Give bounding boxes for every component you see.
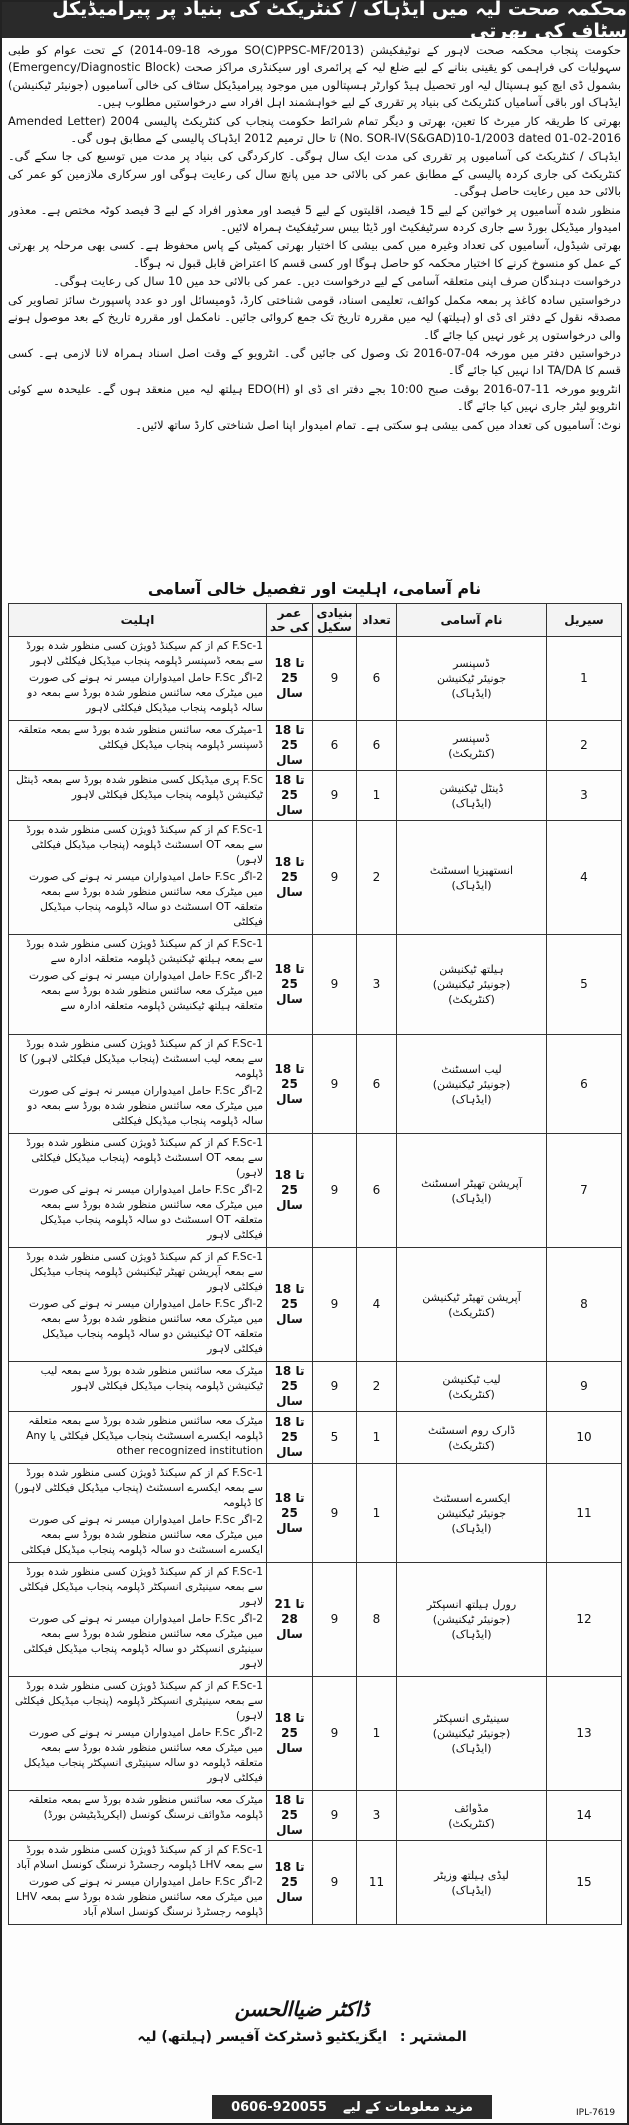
scale-cell: 9 xyxy=(313,1248,357,1362)
post-cell xyxy=(397,1563,547,1677)
count-cell: 3 xyxy=(357,935,397,1035)
qualification-line: 2-اگر F.Sc حامل امیدواران میسر نہ ہونے کی صورت میں میٹرک معہ سائنس منظور شدہ بورڈ سے بمعہ ایکسرے اسسٹنٹ دو سالہ ڈپلومہ پنجاب میڈیکل فیکلٹی xyxy=(21,1514,263,1556)
intro-paragraph: درخواست دہندگان صرف اپنی متعلقہ آسامی کے لیے درخواست دیں۔ عمر کی بالائی حد میں 10 سال کی رعایت ہوگی۔ xyxy=(53,274,621,289)
table-row xyxy=(9,721,622,771)
post-name-line: (جونیئر ٹیکنیشن) xyxy=(432,1727,511,1740)
qualification-cell xyxy=(9,1248,267,1362)
qualification-line: 2-اگر F.Sc حامل امیدواران میسر نہ ہونے کی صورت میں میٹرک معہ سائنس منظور شدہ بورڈ سے بمعہ دو سالہ ڈپلومہ پنجاب میڈیکل فیکلٹی xyxy=(27,1085,263,1127)
serial-cell: 15 xyxy=(547,1841,622,1925)
scale-cell: 9 xyxy=(313,935,357,1035)
table-row xyxy=(9,637,622,721)
post-name-line: ہیلتھ ٹیکنیشن xyxy=(439,963,504,976)
serial-cell: 10 xyxy=(547,1412,622,1464)
post-name-line: (ایڈہاک) xyxy=(451,1742,492,1755)
post-name-line: آپریشن تھیٹر ٹیکنیشن xyxy=(422,1290,521,1304)
qualification-cell xyxy=(9,1362,267,1412)
qualification-cell xyxy=(9,1791,267,1841)
scale-cell: 9 xyxy=(313,1563,357,1677)
ad-title: محکمہ صحت لیہ میں ایڈہاک / کنٹریکٹ کی بنیاد پر پیرامیڈیکل سٹاف کی بھرتی xyxy=(2,2,627,38)
post-name-line: (کنٹریکٹ) xyxy=(448,1438,495,1452)
serial-cell: 1 xyxy=(547,637,622,721)
age-limit: 25 سال xyxy=(276,1430,303,1459)
qualification-line: 2-اگر F.Sc حامل امیدواران میسر نہ ہونے کی صورت میں میٹرک معہ سائنس منظور شدہ بورڈ سے بمعہ متعلقہ OT اسسٹنٹ دو سالہ ڈپلومہ پنجاب میڈیکل فیکلٹی xyxy=(28,871,263,928)
qualification-cell xyxy=(9,1677,267,1791)
scale-cell: 6 xyxy=(313,721,357,771)
qualification-line: F.Sc-1 کم از کم سیکنڈ ڈویژن کسی منظور شدہ بورڈ سے بمعہ LHV ڈپلومہ رجسٹرڈ نرسنگ کونسل اسلام آباد xyxy=(16,1844,263,1871)
age-cell xyxy=(267,935,313,1035)
post-name-line: رورل ہیلتھ انسپکٹر xyxy=(426,1598,517,1611)
qualification-line: F.Sc-1 کم از کم سیکنڈ ڈویژن کسی منظور شدہ بورڈ سے بمعہ سینیٹری انسپکٹر ڈپلومہ پنجاب میڈیکل فیکلٹی لاہور xyxy=(19,1566,263,1608)
age-limit: 18 تا xyxy=(274,1415,305,1429)
count-cell: 2 xyxy=(357,821,397,935)
age-cell xyxy=(267,1134,313,1248)
post-cell xyxy=(397,1791,547,1841)
serial-cell: 7 xyxy=(547,1134,622,1248)
post-name-line: (جونیئر ٹیکنیشن) xyxy=(432,978,511,991)
post-cell xyxy=(397,821,547,935)
age-limit: 25 سال xyxy=(276,671,303,700)
post-name-line: ڈارک روم اسسٹنٹ xyxy=(427,1423,516,1437)
age-limit: 25 سال xyxy=(276,1505,303,1535)
table-row xyxy=(9,1412,622,1464)
table-row xyxy=(9,1362,622,1412)
post-cell xyxy=(397,1248,547,1362)
intro-paragraph: بھرتی کا طریقہ کار میرٹ کا تعین، بھرتی و دیگر تمام شرائط حکومت پنجاب کی کنٹریکٹ پالیسی 2004 (Amended Letter No. SOR-IV(S&GAD)10-1/2003 dated 01-02-2016) تا حال ترمیم 2012 ایڈہاک پالیسی کے مطابق ہوں گی۔ xyxy=(8,113,621,146)
age-cell xyxy=(267,1677,313,1791)
age-limit: 28 سال xyxy=(276,1612,303,1641)
age-limit: 18 تا xyxy=(274,962,305,976)
count-cell: 8 xyxy=(357,1563,397,1677)
signature-block xyxy=(22,1997,582,2045)
post-name-line: (ایڈہاک) xyxy=(451,687,492,700)
post-name-line: (ایڈہاک) xyxy=(451,1883,492,1897)
age-limit: 25 سال xyxy=(276,1808,303,1837)
qualification-line: میٹرک معہ سائنس منظور شدہ بورڈ سے بمعہ متعلقہ ڈپلومہ ایکسرے اسسٹنٹ پنجاب میڈیکل فیکلٹی یا Any other recognized institution xyxy=(26,1415,263,1457)
qualification-cell xyxy=(9,1841,267,1925)
age-limit: 25 سال xyxy=(276,1297,303,1326)
post-name-line: لیب اسسٹنٹ xyxy=(441,1062,502,1076)
contact-bar xyxy=(212,2095,492,2119)
post-name-line: ڈسپنسر xyxy=(453,731,490,745)
table-row xyxy=(9,1248,622,1362)
age-limit: 18 تا xyxy=(274,773,305,787)
count-cell: 3 xyxy=(357,1791,397,1841)
intro-paragraph: درخواستیں سادہ کاغذ پر بمعہ مکمل کوائف، تعلیمی اسناد، قومی شناختی کارڈ، ڈومیسائل اور دو عدد پاسپورٹ سائز تصاویر کی مصدقہ نقول کے دفتر ای ڈی او (ہیلتھ) لیہ میں مقررہ تاریخ تک جمع کروائی جائیں۔ نامکمل اور مقررہ تاریخ کے بعد موصول ہونے والی درخواستوں پر غور نہیں کیا جائے گا۔ xyxy=(8,292,621,342)
intro-paragraph: منظور شدہ آسامیوں پر خواتین کے لیے 15 فیصد، اقلیتوں کے لیے 5 فیصد اور معذور افراد کے لیے 3 فیصد کوٹہ مختص ہے۔ معذور امیدوار میڈیکل بورڈ سے جاری کردہ سرٹیفکیٹ اور ڈیٹا بیس سرٹیفکیٹ ہمراہ لائیں۔ xyxy=(8,202,621,235)
signatory-name: ڈاکٹر ضیاالحسن xyxy=(234,1997,370,2021)
post-cell xyxy=(397,1677,547,1791)
qualification-line: 2-اگر F.Sc حامل امیدواران میسر نہ ہونے کی صورت میں میٹرک معہ سائنس منظور شدہ بورڈ سے بمعہ LHV ڈپلومہ رجسٹرڈ نرسنگ کونسل اسلام آباد xyxy=(15,1876,263,1918)
table-header-row xyxy=(9,604,622,637)
scale-cell: 9 xyxy=(313,821,357,935)
post-cell xyxy=(397,721,547,771)
age-limit: 25 سال xyxy=(276,1379,303,1408)
table-title: نام آسامی، اہلیت اور تفصیل خالی آسامی xyxy=(147,578,482,598)
qualification-line: F.Sc-1 کم از کم سیکنڈ ڈویژن کسی منظور شدہ بورڈ سے بمعہ ڈسپنسر ڈپلومہ پنجاب میڈیکل فیکلٹی لاہور xyxy=(26,640,263,667)
scale-cell: 9 xyxy=(313,1677,357,1791)
serial-cell: 14 xyxy=(547,1791,622,1841)
age-cell xyxy=(267,1035,313,1134)
age-limit: 25 سال xyxy=(276,1076,303,1106)
col-header-scale: بنیادی سکیل xyxy=(313,604,357,637)
col-header-age: عمر کی حد xyxy=(267,604,313,637)
post-name-line: ڈسپنسر xyxy=(453,657,490,670)
table-row xyxy=(9,1563,622,1677)
table-row xyxy=(9,1134,622,1248)
serial-cell: 2 xyxy=(547,721,622,771)
intro-paragraph: نوٹ: آسامیوں کی تعداد میں کمی بیشی ہو سکتی ہے۔ تمام امیدوار اپنا اصل شناختی کارڈ ساتھ لائیں۔ xyxy=(135,417,621,432)
age-limit: 18 تا xyxy=(274,855,305,869)
post-cell xyxy=(397,1134,547,1248)
scale-cell: 9 xyxy=(313,771,357,821)
qualification-line: F.Sc-1 کم از کم سیکنڈ ڈویژن کسی منظور شدہ بورڈ سے بمعہ لیب اسسٹنٹ (پنجاب میڈیکل فیکلٹی لاہور) کا ڈپلومہ xyxy=(19,1038,263,1080)
count-cell: 1 xyxy=(357,1464,397,1563)
qualification-line: F.Sc-1 کم از کم سیکنڈ ڈویژن کسی منظور شدہ بورڈ سے بمعہ آپریشن تھیٹر ٹیکنیشن ڈپلومہ پنجاب میڈیکل فیکلٹی لاہور xyxy=(26,1251,263,1293)
post-name-line: (کنٹریکٹ) xyxy=(448,1387,495,1401)
scale-cell: 9 xyxy=(313,1134,357,1248)
age-limit: 18 تا xyxy=(274,1168,305,1182)
post-name-line: سینیٹری انسپکٹر xyxy=(433,1712,510,1725)
table-row xyxy=(9,771,622,821)
age-cell xyxy=(267,637,313,721)
intro-paragraph: حکومت پنجاب محکمہ صحت لاہور کے نوٹیفکیشن (SO(C)PPSC-MF/2013 مورخہ 18-09-2014) کے تحت عوام کو طبی سہولیات کی فراہمی کو یقینی بنانے کے لیے ضلع لیہ کے پرائمری اور سیکنڈری مراکز صحت (Emergency/Diagnostic Block) بشمول ڈی ایچ کیو ہسپتال لیہ اور تحصیل ہیڈ کوارٹر ہسپتالوں میں موجود پیرامیڈیکل سٹاف کی خالی آسامیوں (جونیئر ٹیکنیشن) ایڈہاک اور باقی آسامیاں کنٹریکٹ کی بنیاد پر تقرری کے لیے خواہشمند اہل افراد سے درخواستیں مطلوب ہیں۔ xyxy=(8,43,621,110)
qualification-line: 2-اگر F.Sc حامل امیدواران میسر نہ ہونے کی صورت میں میٹرک معہ سائنس منظور شدہ بورڈ سے بمعہ دو سالہ ڈپلومہ پنجاب میڈیکل فیکلٹی لاہور xyxy=(27,672,263,714)
serial-cell: 9 xyxy=(547,1362,622,1412)
post-name-line: (کنٹریکٹ) xyxy=(448,993,495,1006)
count-cell: 6 xyxy=(357,721,397,771)
count-cell: 6 xyxy=(357,637,397,721)
col-header-count: تعداد xyxy=(357,604,397,637)
age-cell xyxy=(267,1412,313,1464)
post-name-line: انستھیزیا اسسٹنٹ xyxy=(429,863,514,877)
qualification-cell xyxy=(9,1035,267,1134)
serial-cell: 4 xyxy=(547,821,622,935)
post-name-line: مڈوائف xyxy=(454,1801,489,1815)
age-limit: 18 تا xyxy=(274,656,305,670)
post-name-line: (ایڈہاک) xyxy=(451,796,492,810)
post-name-line: (کنٹریکٹ) xyxy=(448,1305,495,1319)
scale-cell: 9 xyxy=(313,1841,357,1925)
age-limit: 18 تا xyxy=(274,1282,305,1296)
scale-cell: 9 xyxy=(313,1362,357,1412)
post-name-line: (جونیئر ٹیکنیشن) xyxy=(432,1613,511,1626)
contact-phone: 0606-920055 xyxy=(231,2099,327,2115)
serial-cell: 6 xyxy=(547,1035,622,1134)
table-row xyxy=(9,1791,622,1841)
scale-cell: 9 xyxy=(313,1035,357,1134)
qualification-line: 2-اگر F.Sc حامل امیدواران میسر نہ ہونے کی صورت میں میٹرک معہ سائنس منظور شدہ بورڈ سے بمعہ متعلقہ ڈپلومہ دو سالہ سینیٹری انسپکٹر پنجاب میڈیکل فیکلٹی لاہور xyxy=(23,1727,263,1784)
post-cell xyxy=(397,1412,547,1464)
age-limit: 18 تا xyxy=(274,1793,305,1807)
qualification-line: 2-اگر F.Sc حامل امیدواران میسر نہ ہونے کی صورت میں میٹرک معہ سائنس منظور شدہ بورڈ سے بمعہ متعلقہ OT ٹیکنیشن دو سالہ ڈپلومہ پنجاب میڈیکل فیکلٹی لاہور xyxy=(28,1298,263,1355)
intro-paragraph: انٹرویو مورخہ 11-07-2016 بوقت صبح 10:00 بجے دفتر ای ڈی او (EDO(H ہیلتھ لیہ میں منعقد ہوں گے۔ علیحدہ سے کوئی انٹرویو لیٹر جاری نہیں کیا جائے گا۔ xyxy=(8,381,621,414)
count-cell: 1 xyxy=(357,1677,397,1791)
serial-cell: 5 xyxy=(547,935,622,1035)
age-cell xyxy=(267,1791,313,1841)
qualification-line: F.Sc-1 کم از کم سیکنڈ ڈویژن کسی منظور شدہ بورڈ سے بمعہ OT اسسٹنٹ ڈپلومہ (پنجاب میڈیکل فیکلٹی لاہور) xyxy=(26,824,263,866)
post-cell xyxy=(397,1035,547,1134)
qualification-cell xyxy=(9,721,267,771)
intro-paragraph: درخواستیں دفتر میں مورخہ 04-07-2016 تک وصول کی جائیں گی۔ انٹرویو کے وقت اصل اسناد ہمراہ لانا لازمی ہے۔ کسی قسم کا TA/DA ادا نہیں کیا جائے گا۔ xyxy=(8,345,621,378)
post-name-line: (جونیئر ٹیکنیشن) xyxy=(432,1077,511,1091)
qualification-cell xyxy=(9,1134,267,1248)
col-header-post: نام آسامی xyxy=(397,604,547,637)
serial-cell: 12 xyxy=(547,1563,622,1677)
serial-cell: 8 xyxy=(547,1248,622,1362)
age-cell xyxy=(267,1464,313,1563)
age-limit: 25 سال xyxy=(276,1726,303,1755)
intro-text xyxy=(8,42,621,570)
qualification-line: F.Sc-1 کم از کم سیکنڈ ڈویژن کسی منظور شدہ بورڈ سے بمعہ OT اسسٹنٹ ڈپلومہ (پنجاب میڈیکل فیکلٹی لاہور) xyxy=(26,1137,263,1179)
scale-cell: 5 xyxy=(313,1412,357,1464)
post-cell xyxy=(397,1362,547,1412)
age-limit: 18 تا xyxy=(274,723,305,737)
qualification-line: میٹرک معہ سائنس منظور شدہ بورڈ سے بمعہ متعلقہ ڈپلومہ مڈوائف نرسنگ کونسل (ایکریڈیٹیشن بورڈ) xyxy=(28,1794,263,1821)
col-header-qualification: اہلیت xyxy=(9,604,267,637)
count-cell: 6 xyxy=(357,1134,397,1248)
count-cell: 1 xyxy=(357,1412,397,1464)
age-limit: 21 تا xyxy=(274,1597,305,1611)
qualification-cell xyxy=(9,1412,267,1464)
table-row xyxy=(9,1841,622,1925)
table-row xyxy=(9,1464,622,1563)
age-limit: 25 سال xyxy=(276,977,303,1006)
qualification-line: F.Sc-1 کم از کم سیکنڈ ڈویژن کسی منظور شدہ بورڈ سے بمعہ ایکسرے اسسٹنٹ (پنجاب میڈیکل فیکلٹی لاہور) کا ڈپلومہ xyxy=(14,1467,263,1509)
post-name-line: لیڈی ہیلتھ وزیٹر xyxy=(434,1868,509,1882)
qualification-line: 2-اگر F.Sc حامل امیدواران میسر نہ ہونے کی صورت میں میٹرک معہ سائنس منظور شدہ بورڈ سے بمعہ متعلقہ ہیلتھ ٹیکنیشن ڈپلومہ متعلقہ ادارہ سے xyxy=(28,970,263,1012)
col-header-serial: سیریل xyxy=(547,604,622,637)
serial-cell: 11 xyxy=(547,1464,622,1563)
age-cell xyxy=(267,1841,313,1925)
qualification-line: 2-اگر F.Sc حامل امیدواران میسر نہ ہونے کی صورت میں میٹرک معہ سائنس منظور شدہ بورڈ سے بمعہ متعلقہ OT اسسٹنٹ دو سالہ ڈپلومہ پنجاب میڈیکل فیکلٹی لاہور xyxy=(28,1184,263,1241)
vacancies-table xyxy=(8,603,622,1925)
post-name-line: (کنٹریکٹ) xyxy=(448,1816,495,1830)
post-cell xyxy=(397,771,547,821)
qualification-line: 1-میٹرک معہ سائنس منظور شدہ بورڈ سے بمعہ متعلقہ ڈسپنسر ڈپلومہ پنجاب میڈیکل فیکلٹی xyxy=(17,724,263,751)
age-cell xyxy=(267,1248,313,1362)
post-name-line: ایکسرے اسسٹنٹ xyxy=(432,1491,511,1505)
serial-cell: 13 xyxy=(547,1677,622,1791)
post-name-line: (ایڈہاک) xyxy=(451,1191,492,1205)
signatory-designation: ایگزیکٹیو ڈسٹرکٹ آفیسر (ہیلتھ) لیہ xyxy=(137,2029,387,2045)
post-cell xyxy=(397,637,547,721)
post-name-line: (ایڈہاک) xyxy=(451,878,492,892)
qualification-line: F.Sc-1 کم از کم سیکنڈ ڈویژن کسی منظور شدہ بورڈ سے بمعہ ہیلتھ ٹیکنیشن ڈپلومہ متعلقہ ادارہ سے xyxy=(26,938,263,965)
age-limit: 18 تا xyxy=(274,1711,305,1725)
age-limit: 18 تا xyxy=(274,1860,305,1874)
qualification-cell xyxy=(9,1464,267,1563)
age-cell xyxy=(267,1362,313,1412)
count-cell: 11 xyxy=(357,1841,397,1925)
age-limit: 25 سال xyxy=(276,788,303,817)
age-limit: 25 سال xyxy=(276,1183,303,1212)
qualification-cell xyxy=(9,935,267,1035)
post-name-line: (ایڈہاک) xyxy=(451,1521,492,1535)
age-limit: 18 تا xyxy=(274,1364,305,1378)
scale-cell: 9 xyxy=(313,1464,357,1563)
qualification-cell xyxy=(9,1563,267,1677)
qualification-line: میٹرک معہ سائنس منظور شدہ بورڈ سے بمعہ لیب ٹیکنیشن ڈپلومہ پنجاب میڈیکل فیکلٹی لاہور xyxy=(40,1365,263,1392)
post-name-line: جونیئر ٹیکنیشن xyxy=(436,672,507,685)
post-name-line: (ایڈہاک) xyxy=(451,1092,492,1106)
qualification-cell xyxy=(9,637,267,721)
qualification-line: F.Sc پری میڈیکل کسی منظور شدہ بورڈ سے بمعہ ڈینٹل ٹیکنیشن ڈپلومہ پنجاب میڈیکل فیکلٹی لاہور xyxy=(16,774,263,801)
table-row xyxy=(9,935,622,1035)
count-cell: 2 xyxy=(357,1362,397,1412)
age-cell xyxy=(267,1563,313,1677)
ad-reference: IPL-7619 xyxy=(576,2108,616,2118)
qualification-line: F.Sc-1 کم از کم سیکنڈ ڈویژن کسی منظور شدہ بورڈ سے بمعہ سینیٹری انسپکٹر ڈپلومہ (پنجاب میڈیکل فیکلٹی لاہور) xyxy=(14,1680,263,1722)
age-limit: 18 تا xyxy=(274,1061,305,1076)
scale-cell: 9 xyxy=(313,637,357,721)
post-name-line: (ایڈہاک) xyxy=(451,1628,492,1641)
scale-cell: 9 xyxy=(313,1791,357,1841)
table-row xyxy=(9,1035,622,1134)
age-cell xyxy=(267,721,313,771)
qualification-line: 2-اگر F.Sc حامل امیدواران میسر نہ ہونے کی صورت میں میٹرک معہ سائنس منظور شدہ بورڈ سے بمعہ سینیٹری انسپکٹر دو سالہ ڈپلومہ پنجاب میڈیکل فیکلٹی لاہور xyxy=(23,1613,263,1670)
intro-paragraph: ایڈہاک / کنٹریکٹ کی آسامیوں پر تقرری کی مدت ایک سال ہوگی۔ کارکردگی کی بنیاد پر مدت میں توسیع کی جا سکے گی۔ کنٹریکٹ کی جاری کردہ پالیسی کے مطابق عمر کی بالائی حد میں پانچ سال کی رعایت ہوگی اور سرکاری ملازمین کو عمر کی بالائی حد میں رعایت حاصل ہوگی۔ xyxy=(8,149,621,199)
post-name-line: ڈینٹل ٹیکنیشن xyxy=(439,781,504,795)
age-limit: 25 سال xyxy=(276,738,303,767)
post-name-line: جونیئر ٹیکنیشن xyxy=(436,1506,507,1520)
intro-paragraph: بھرتی شیڈول، آسامیوں کی تعداد وغیرہ میں کمی بیشی کا اختیار بھرتی کمیٹی کے پاس محفوظ ہے۔ کسی بھی مرحلہ پر بھرتی کے عمل کو منسوخ کرنے کا اختیار محکمہ کو حاصل ہوگا اور کسی قسم کا اعتراض قابل قبول نہ ہوگا۔ xyxy=(8,238,621,270)
count-cell: 6 xyxy=(357,1035,397,1134)
qualification-cell xyxy=(9,821,267,935)
count-cell: 4 xyxy=(357,1248,397,1362)
post-cell xyxy=(397,1841,547,1925)
table-row xyxy=(9,1677,622,1791)
count-cell: 1 xyxy=(357,771,397,821)
post-cell xyxy=(397,935,547,1035)
post-cell xyxy=(397,1464,547,1563)
serial-cell: 3 xyxy=(547,771,622,821)
advertiser-label: المشتہر : xyxy=(399,2029,467,2045)
age-cell xyxy=(267,771,313,821)
age-limit: 25 سال xyxy=(276,870,303,899)
post-name-line: (کنٹریکٹ) xyxy=(448,746,495,760)
table-row xyxy=(9,821,622,935)
age-limit: 25 سال xyxy=(276,1875,303,1904)
post-name-line: آپریشن تھیٹر اسسٹنٹ xyxy=(421,1176,522,1190)
contact-label: مزید معلومات کے لیے xyxy=(342,2099,473,2115)
post-name-line: لیب ٹیکنیشن xyxy=(442,1372,501,1386)
age-cell xyxy=(267,821,313,935)
qualification-cell xyxy=(9,771,267,821)
age-limit: 18 تا xyxy=(274,1490,305,1505)
